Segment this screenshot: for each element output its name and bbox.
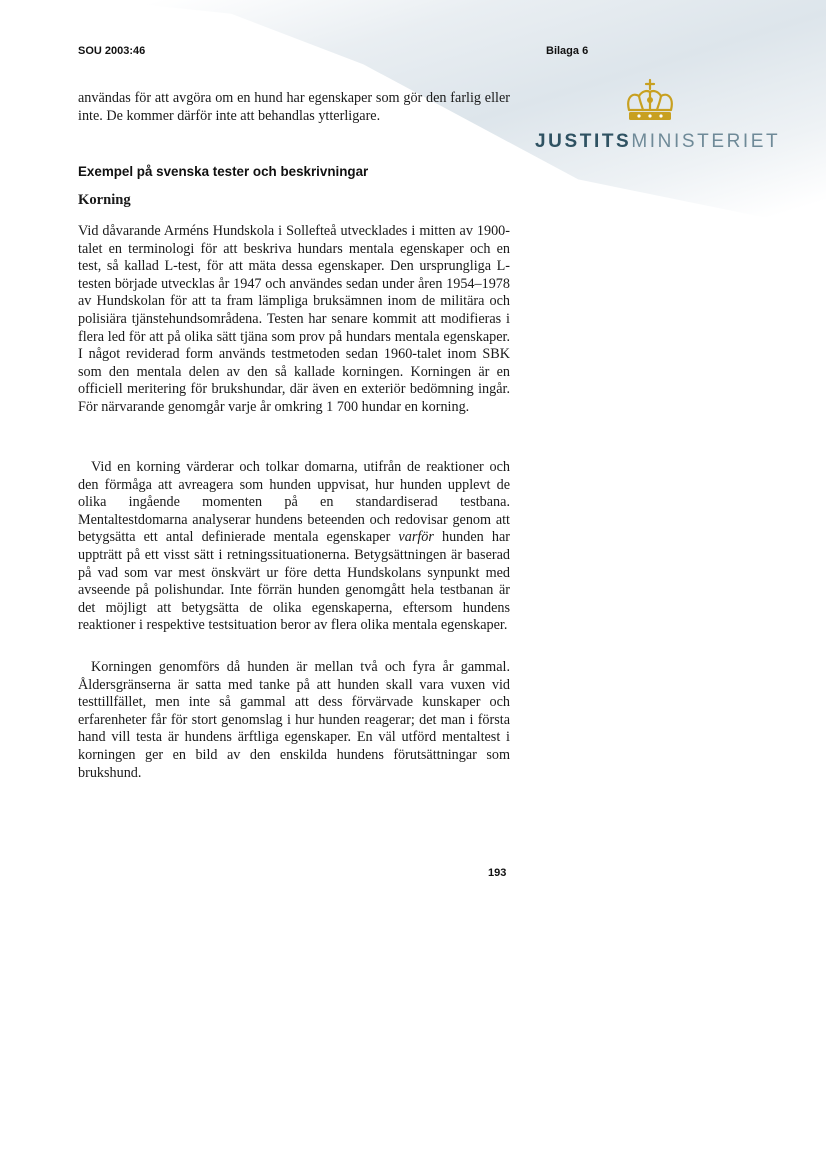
logo-text-bold: JUSTITS (535, 131, 632, 152)
subsection-heading: Korning (78, 192, 131, 208)
paragraph-text: Vid en korning värderar och tolkar domarna, utifrån de reaktioner och den förmåga att avreagera som hunden uppvisat, hur hunden upplevt de olika ingående momenten på en standardiserad testbana. Mentaltestdomarna analyserar hundens beteenden och redovisar genom att betygsätta ett antal definierade mentala egenskaper (78, 459, 510, 546)
paragraph-text: hunden har uppträtt på ett visst sätt i retningssituationerna. Betygsättningen är baserad på vad som var mest önskvärt ur före detta Hundskolans synpunkt med avseende på polishundar. Inte förrän hunden genomgått hela testbanan är det möjligt att betygsätta de olika egenskaperna, eftersom hundens reaktioner i respektive testsituation beror av flera olika mentala egenskaper. (78, 529, 510, 634)
ministry-logo-text (535, 131, 780, 153)
document-reference: SOU 2003:46 (78, 45, 146, 57)
emphasized-word: varför (398, 529, 434, 546)
page-number: 193 (488, 867, 507, 879)
body-paragraph (78, 459, 510, 635)
body-paragraph: Vid dåvarande Arméns Hundskola i Sollefteå utvecklades i mitten av 1900-talet en terminologi för att beskriva hundars mentala egenskaper och en test, så kallad L-test, för att mäta dessa egenskaper. Den ursprungliga L-testen började utvecklas år 1947 och användes sedan under åren 1954–1978 av Hundskolan för att ta fram lämpliga bruksämnen inom de militära och polisiära tjänstehundsområdena. Testen har senare kommit att modifieras i flera led för att på olika sätt tjäna som prov på hundars mentala egenskaper. I något reviderad form används testmetoden sedan 1960-talet inom SBK som den mentala delen av den så kallade korningen. Korningen är en officiell meritering för brukshundar, där även en exteriör bedömning ingår. För närvarande genomgår varje år omkring 1 700 hundar en korning. (78, 223, 510, 415)
section-heading: Exempel på svenska tester och beskrivningar (78, 164, 369, 179)
logo-text-light: MINISTERIET (631, 131, 781, 152)
intro-paragraph: användas för att avgöra om en hund har egenskaper som gör den farlig eller inte. De kommer därför inte att behandlas ytterligare. (78, 90, 510, 124)
appendix-label: Bilaga 6 (546, 45, 589, 57)
body-paragraph: Korningen genomförs då hunden är mellan två och fyra år gammal. Åldersgränserna är satta med tanke på att hunden skall vara vuxen vid testtillfället, men inte så gammal att dess förvärvade kunskaper och erfarenheter får för stort genomslag i hur hunden reagerar; det man i första hand vill testa är hundens ärftliga egenskaper. En väl utförd mentaltest i korningen ger en bild av den enskilda hundens förutsättningar som brukshund. (78, 659, 510, 781)
crown-icon (621, 78, 679, 126)
